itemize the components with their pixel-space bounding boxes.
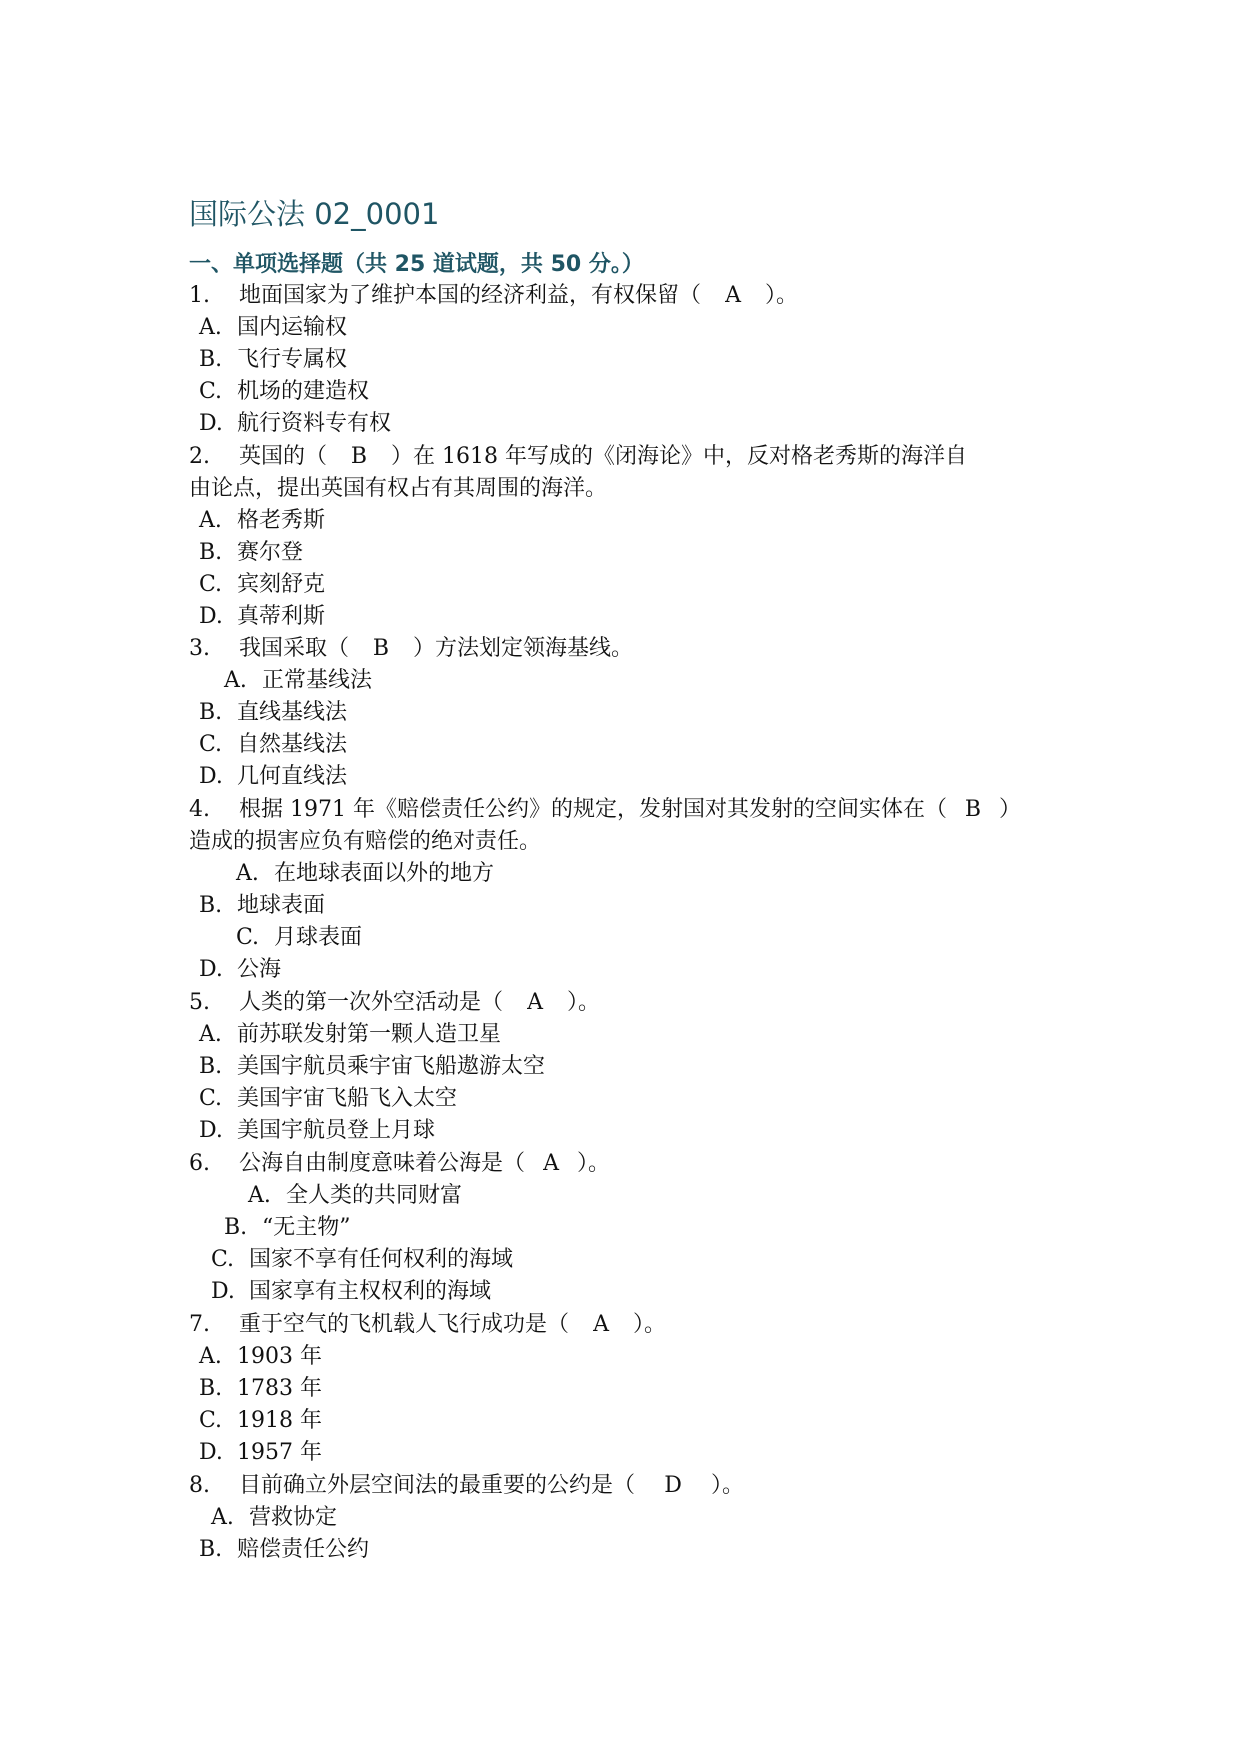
answer-letter: A (725, 283, 741, 308)
question-text: 根据 1971 年《赔偿责任公约》的规定，发射国对其发射的空间实体在（ (239, 797, 947, 822)
question-stem-continued: 由论点，提出英国有权占有其周围的海洋。 (189, 476, 608, 501)
option-key: C. (199, 379, 223, 404)
option-item (199, 730, 347, 760)
answer-letter: A (593, 1312, 609, 1337)
answer-letter: A (543, 1151, 559, 1176)
option-item (199, 1084, 457, 1114)
question-text: 地面国家为了维护本国的经济利益，有权保留（ (239, 283, 702, 308)
option-key: A. (199, 1022, 222, 1047)
option-key: B. (199, 700, 223, 725)
option-text: 前苏联发射第一颗人造卫星 (237, 1022, 502, 1047)
option-key: D. (199, 764, 223, 789)
option-key: A. (199, 315, 222, 340)
question-text-end: ）。 (577, 1151, 611, 1176)
option-key: B. (199, 893, 223, 918)
option-item (211, 1245, 513, 1275)
option-item (199, 1116, 435, 1146)
question-number: 4. (189, 797, 210, 822)
option-item (199, 1020, 501, 1050)
option-item (224, 1213, 351, 1243)
option-item (199, 1406, 322, 1436)
option-text: 几何直线法 (237, 764, 348, 789)
answer-letter: B (350, 444, 368, 469)
option-key: C. (199, 572, 223, 597)
option-text: 国家不享有任何权利的海域 (249, 1247, 514, 1272)
option-key: D. (199, 957, 223, 982)
option-item (199, 506, 325, 536)
option-item (199, 891, 325, 921)
option-text: 美国宇宙飞船飞入太空 (237, 1086, 458, 1111)
question-text: 我国采取（ (239, 636, 350, 661)
question-number: 7. (189, 1312, 210, 1337)
question-stem-continued: 造成的损害应负有赔偿的绝对责任。 (189, 829, 542, 854)
option-text: 在地球表面以外的地方 (274, 861, 495, 886)
option-text: 营救协定 (249, 1505, 338, 1530)
answer-letter: D (664, 1473, 682, 1498)
option-item (199, 1535, 369, 1565)
option-key: A. (199, 508, 222, 533)
option-text: 自然基线法 (237, 732, 348, 757)
option-text: 公海 (237, 957, 282, 982)
option-text: 飞行专属权 (237, 347, 348, 372)
option-key: B. (199, 1376, 223, 1401)
option-key: B. (199, 540, 223, 565)
option-item (199, 1374, 322, 1404)
option-item (199, 313, 347, 343)
option-item (199, 1438, 322, 1468)
question-text-end: ）。 (765, 283, 799, 308)
option-key: A. (211, 1505, 234, 1530)
question-number: 6. (189, 1151, 210, 1176)
option-item (199, 570, 325, 600)
option-key: D. (199, 1440, 223, 1465)
question-number: 8. (189, 1473, 210, 1498)
question-stem (189, 1149, 610, 1179)
option-text: 国内运输权 (237, 315, 348, 340)
option-text: 1957 年 (237, 1440, 322, 1465)
question-stem (189, 1310, 666, 1340)
option-text: 赛尔登 (237, 540, 304, 565)
question-number: 1. (189, 283, 210, 308)
option-key: A. (248, 1183, 271, 1208)
option-text: 1903 年 (237, 1344, 322, 1369)
question-stem (189, 281, 798, 311)
question-text: 人类的第一次外空活动是（ (239, 990, 504, 1015)
option-text: “无主物” (262, 1215, 351, 1240)
option-item (199, 698, 347, 728)
option-item (211, 1277, 491, 1307)
option-text: 格老秀斯 (237, 508, 326, 533)
option-item (224, 666, 372, 696)
question-stem (189, 1471, 744, 1501)
question-stem (189, 795, 1021, 825)
question-text-end: ）。 (711, 1473, 745, 1498)
option-item (199, 1342, 322, 1372)
question-stem (189, 634, 633, 664)
option-text: 美国宇航员乘宇宙飞船遨游太空 (237, 1054, 546, 1079)
option-key: B. (224, 1215, 248, 1240)
option-item (199, 602, 325, 632)
answer-letter: B (964, 797, 982, 822)
question-text: 目前确立外层空间法的最重要的公约是（ (239, 1473, 636, 1498)
document-title: 国际公法 02_0001 (189, 197, 440, 231)
option-item (211, 1503, 337, 1533)
question-text-end: ）在 1618 年写成的《闭海论》中，反对格老秀斯的海洋自 (391, 444, 967, 469)
option-text: 月球表面 (274, 925, 363, 950)
option-key: A. (224, 668, 247, 693)
option-item (248, 1181, 462, 1211)
question-stem (189, 988, 600, 1018)
option-text: 国家享有主权权利的海域 (249, 1279, 492, 1304)
question-text: 英国的（ (239, 444, 328, 469)
section-heading: 一、单项选择题（共 25 道试题，共 50 分。） (189, 252, 644, 277)
option-item (199, 762, 347, 792)
option-key: B. (199, 347, 223, 372)
answer-letter: B (372, 636, 390, 661)
option-item (236, 923, 362, 953)
option-key: B. (199, 1054, 223, 1079)
option-key: C. (211, 1247, 235, 1272)
option-item (236, 859, 494, 889)
question-number: 5. (189, 990, 210, 1015)
option-text: 赔偿责任公约 (237, 1537, 370, 1562)
option-item (199, 538, 303, 568)
question-text-end: ）。 (633, 1312, 667, 1337)
option-text: 全人类的共同财富 (286, 1183, 463, 1208)
option-item (199, 1052, 545, 1082)
option-key: D. (199, 604, 223, 629)
option-text: 美国宇航员登上月球 (237, 1118, 436, 1143)
option-text: 正常基线法 (262, 668, 373, 693)
option-text: 直线基线法 (237, 700, 348, 725)
question-number: 2. (189, 444, 210, 469)
question-text: 公海自由制度意味着公海是（ (239, 1151, 526, 1176)
option-key: A. (199, 1344, 222, 1369)
question-text-end: ） (998, 797, 1021, 822)
question-number: 3. (189, 636, 210, 661)
option-key: D. (199, 411, 223, 436)
option-item (199, 955, 281, 985)
option-key: D. (199, 1118, 223, 1143)
option-key: B. (199, 1537, 223, 1562)
option-text: 机场的建造权 (237, 379, 370, 404)
option-text: 宾刻舒克 (237, 572, 326, 597)
option-key: D. (211, 1279, 235, 1304)
option-text: 地球表面 (237, 893, 326, 918)
option-text: 航行资料专有权 (237, 411, 392, 436)
question-text-end: ）方法划定领海基线。 (413, 636, 634, 661)
option-key: A. (236, 861, 259, 886)
option-item (199, 409, 391, 439)
option-text: 1783 年 (237, 1376, 322, 1401)
option-key: C. (199, 1086, 223, 1111)
option-key: C. (199, 1408, 223, 1433)
question-text-end: ）。 (567, 990, 601, 1015)
option-key: C. (236, 925, 260, 950)
question-text: 重于空气的飞机载人飞行成功是（ (239, 1312, 570, 1337)
question-stem (189, 442, 967, 472)
option-item (199, 345, 347, 375)
option-text: 真蒂利斯 (237, 604, 326, 629)
answer-letter: A (527, 990, 543, 1015)
option-key: C. (199, 732, 223, 757)
option-item (199, 377, 369, 407)
option-text: 1918 年 (237, 1408, 322, 1433)
